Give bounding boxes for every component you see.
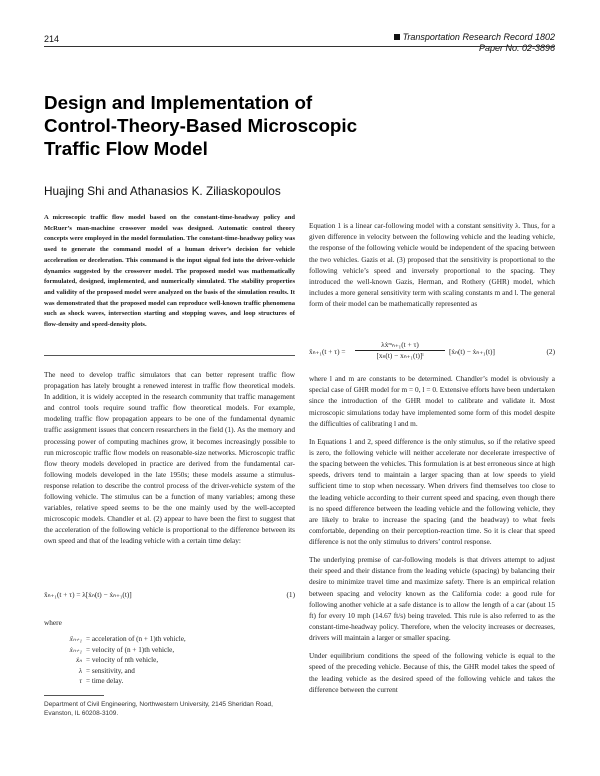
definition-row: ẋₙ₊₁ = velocity of (n + 1)th vehicle, [69, 645, 175, 654]
definition-row: λ = sensitivity, and [78, 666, 135, 675]
paragraph: Equation 1 is a linear car-following model with a constant sensitivity λ. Thus, for a given difference in velocity between the following vehicle and the leading vehicle, the response of the following vehicle would be independent of the spacing between the two vehicles. Gazis et al. (3) proposed that the sensitivity is proportional to the following vehicle’s speed and inversely proportional to the spacing. They introduced the well-known Gazis, Herman, and Rothery (GHR) model, which includes a more general sensitivity term with scaling constants m and l. The general form of their model can be mathematically represented as [309, 221, 555, 308]
affiliation-footnote: Department of Civil Engineering, Northwestern University, 2145 Sheridan Road, Evanston, IL 60208-3109. [44, 701, 273, 718]
header-rule [44, 46, 555, 47]
equation-2-numerator: λẋᵐₙ₊₁(t + τ) [355, 340, 445, 351]
equation-2-lhs: ẍₙ₊₁(t + τ) = [309, 347, 346, 356]
paragraph: The underlying premise of car-following models is that drivers attempt to adjust their speed and their distance from the leading vehicle (spacing) by balancing their desire to minimize travel time and maximize safety. There is an empirical relation between spacing and velocity known as the California code: a good rule for following another vehicle at a safe distance is to allow the length of a car (about 15 ft) for every 10 mph (14.67 ft/s) being traveled. This rule is also referred to as the constant-time-headway policy. Therefore, when the velocity increases or decreases, drivers will maintain a larger or smaller spacing. [309, 555, 555, 642]
title-line: Control-Theory-Based Microscopic [44, 115, 358, 136]
definition-row: τ = time delay. [79, 677, 124, 686]
journal-name: Transportation Research Record 1802 [402, 32, 555, 42]
footnote-rule [44, 695, 104, 696]
equation-2 [309, 340, 555, 366]
paragraph: where l and m are constants to be determined. Chandler’s model is obviously a special case of GHR model for m = 0, l = 0. Extensive efforts have been undertaken since the introduction of the GHR model to calibrate and validate it. Most microscopic simulations today have implemented some form of this model despite the difficulties of calibrating l and m. [309, 374, 555, 428]
equation-1 [44, 590, 295, 599]
equation-1-body: ẍₙ₊₁(t + τ) = λ[ẋₙ(t) − ẋₙ₊₁(t)] [44, 590, 132, 599]
definition-row: ẋₙ = velocity of nth vehicle, [75, 656, 159, 665]
square-bullet-icon [394, 34, 400, 40]
equation-2-fraction [355, 340, 445, 360]
column-2-body [309, 366, 555, 702]
equation-2-number: (2) [546, 347, 555, 356]
paragraph: In Equations 1 and 2, speed difference is the only stimulus, so if the relative speed is zero, the following vehicle will neither accelerate nor decelerate irrespective of the spacing between the vehicles. This formulation is at best erroneous since at high speeds, drivers tend to maintain a larger spacing than at low speeds to yield sufficient time to stop when necessary. When drivers find themselves too close to the leading vehicle according to their current speed and spacing, even though there is no speed difference between the leading vehicle and the following vehicle, they are likely to brake to increase the spacing (and the headway) to what feels comfortable, depending on their perception-reaction time. So it is clear that speed difference is not the only stimulus to drivers’ control response. [309, 437, 555, 546]
equation-2-rhs: [ẋₙ(t) − ẋₙ₊₁(t)] [449, 347, 495, 356]
journal-header [394, 32, 555, 54]
definition-row: ẍₙ₊₁ = acceleration of (n + 1)th vehicle, [69, 635, 186, 643]
authors: Huajing Shi and Athanasios K. Ziliaskopoulos [44, 184, 281, 198]
equation-2-denominator: [xₙ(t) − xₙ₊₁(t)]ˡ [376, 351, 424, 360]
paragraph: The need to develop traffic simulators that can better represent traffic flow propagation has lately brought a renewed interest in traffic flow theoretical models. In addition, it is widely accepted in the research community that traffic management and control tools require sound traffic flow theoretical models. For example, modeling traffic flow propagation appears to be one of the fundamental dynamic traffic assignment issues that concern researchers in the field (1). As the memory and processing power of computing machines grow, it becomes increasingly possible to run microscopic traffic flow models on reasonable-size networks. Microscopic traffic flow theory models developed in practice are derived from the fundamental car-following models developed in the late 1950s; these models assume a stimulus-response relation to describe the control process of the driver-vehicle system of the following vehicle. The stimulus can be a function of many variables; among these variables, relative speed seems to be the one mainly used by the well-accepted microscopic models. Chandler et al. (2) appear to have been the first to suggest that the acceleration of the following vehicle is proportional to the difference between its own speed and that of the leading vehicle with a certain time delay: [44, 370, 295, 546]
title-line: Traffic Flow Model [44, 138, 208, 159]
page-number: 214 [44, 34, 60, 44]
variable-definitions [52, 634, 186, 687]
title-line: Design and Implementation of [44, 92, 313, 113]
where-label: where [44, 618, 62, 627]
abstract: A microscopic traffic flow model based on the constant-time-headway policy and McRuer’s man-machine crossover model was designed. Automatic control theory concepts were employed in the model formulation. The constant-time-headway policy was used to generate the command model of a human driver’s decision for vehicle acceleration or deceleration. This command is the input signal fed into the driver-vehicle dynamics suggested by the crossover model. The proposed model was mathematically formulated, designed, implemented, and numerically simulated. The stability properties and validity of the proposed model were analyzed on the basis of the simulation results. It was demonstrated that the proposed model can reproduce well-known traffic phenomena such as shock waves, intersection starting and stopping waves, and loop structures of flow-density and speed-density plots. [44, 214, 295, 329]
paper-title [44, 91, 464, 160]
column-2-top [309, 213, 555, 316]
abstract-rule [44, 355, 295, 356]
equation-1-number: (1) [286, 590, 295, 599]
paragraph: Under equilibrium conditions the speed of the following vehicle is equal to the speed of the preceding vehicle. Because of this, the GHR model takes the speed of the leading vehicle as the desired speed of the following vehicle and takes the difference between the current [309, 651, 555, 694]
intro-paragraph [44, 369, 295, 547]
paper-number: Paper No. 02-3896 [478, 43, 555, 53]
